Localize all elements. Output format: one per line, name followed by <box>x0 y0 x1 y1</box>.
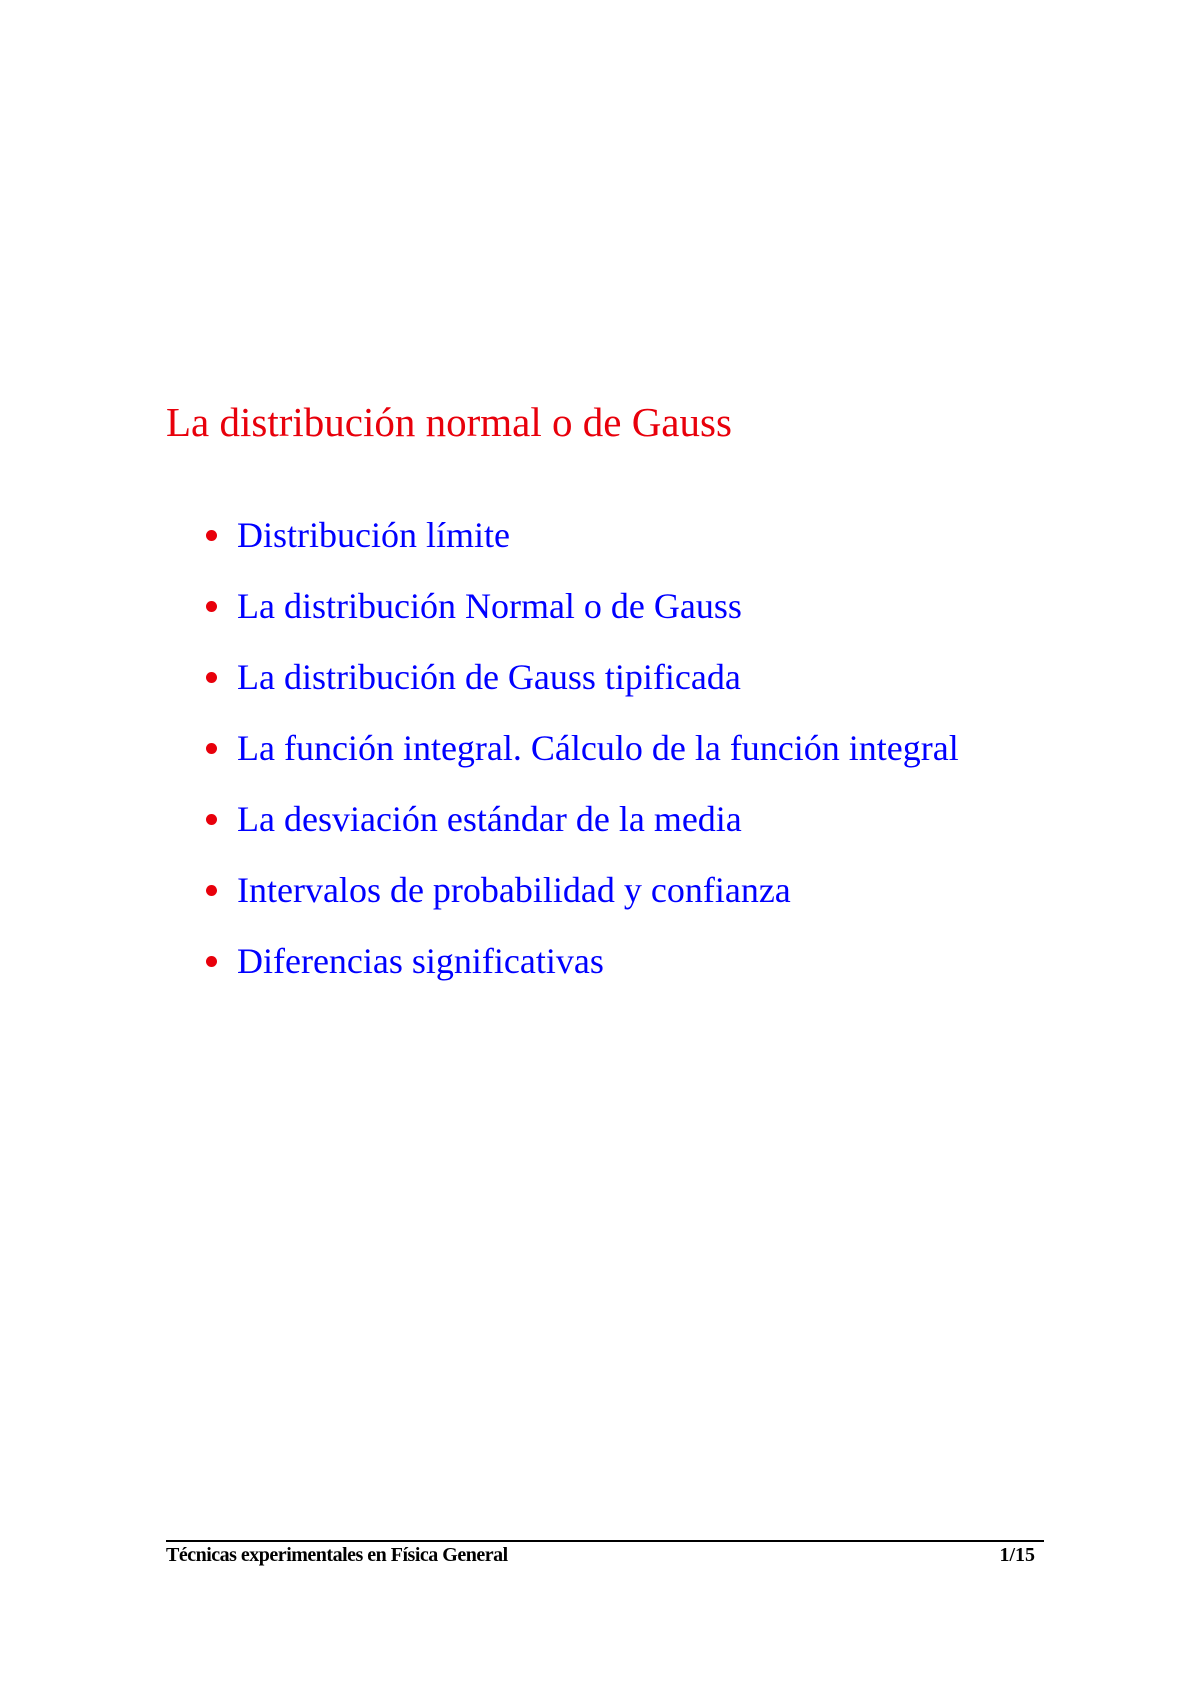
bullet-dot-icon <box>206 743 217 754</box>
list-item-label: La distribución Normal o de Gauss <box>237 586 742 626</box>
page-footer <box>166 1540 1044 1566</box>
list-item-label: La desviación estándar de la media <box>237 799 742 839</box>
list-item-label: Intervalos de probabilidad y confianza <box>237 870 791 910</box>
list-item-label: Distribución límite <box>237 515 510 555</box>
bullet-dot-icon <box>206 530 217 541</box>
list-item-label: La función integral. Cálculo de la función integral <box>237 728 959 768</box>
bullet-dot-icon <box>206 601 217 612</box>
list-item-label: La distribución de Gauss tipificada <box>237 657 741 697</box>
bullet-dot-icon <box>206 885 217 896</box>
bullet-dot-icon <box>206 672 217 683</box>
bullet-dot-icon <box>206 956 217 967</box>
list-item-label: Diferencias significativas <box>237 941 604 981</box>
footer-course-title: Técnicas experimentales en Física General <box>166 1544 508 1566</box>
slide-title: La distribución normal o de Gauss <box>166 399 732 445</box>
footer-page-number: 1/15 <box>999 1544 1035 1566</box>
bullet-dot-icon <box>206 814 217 825</box>
